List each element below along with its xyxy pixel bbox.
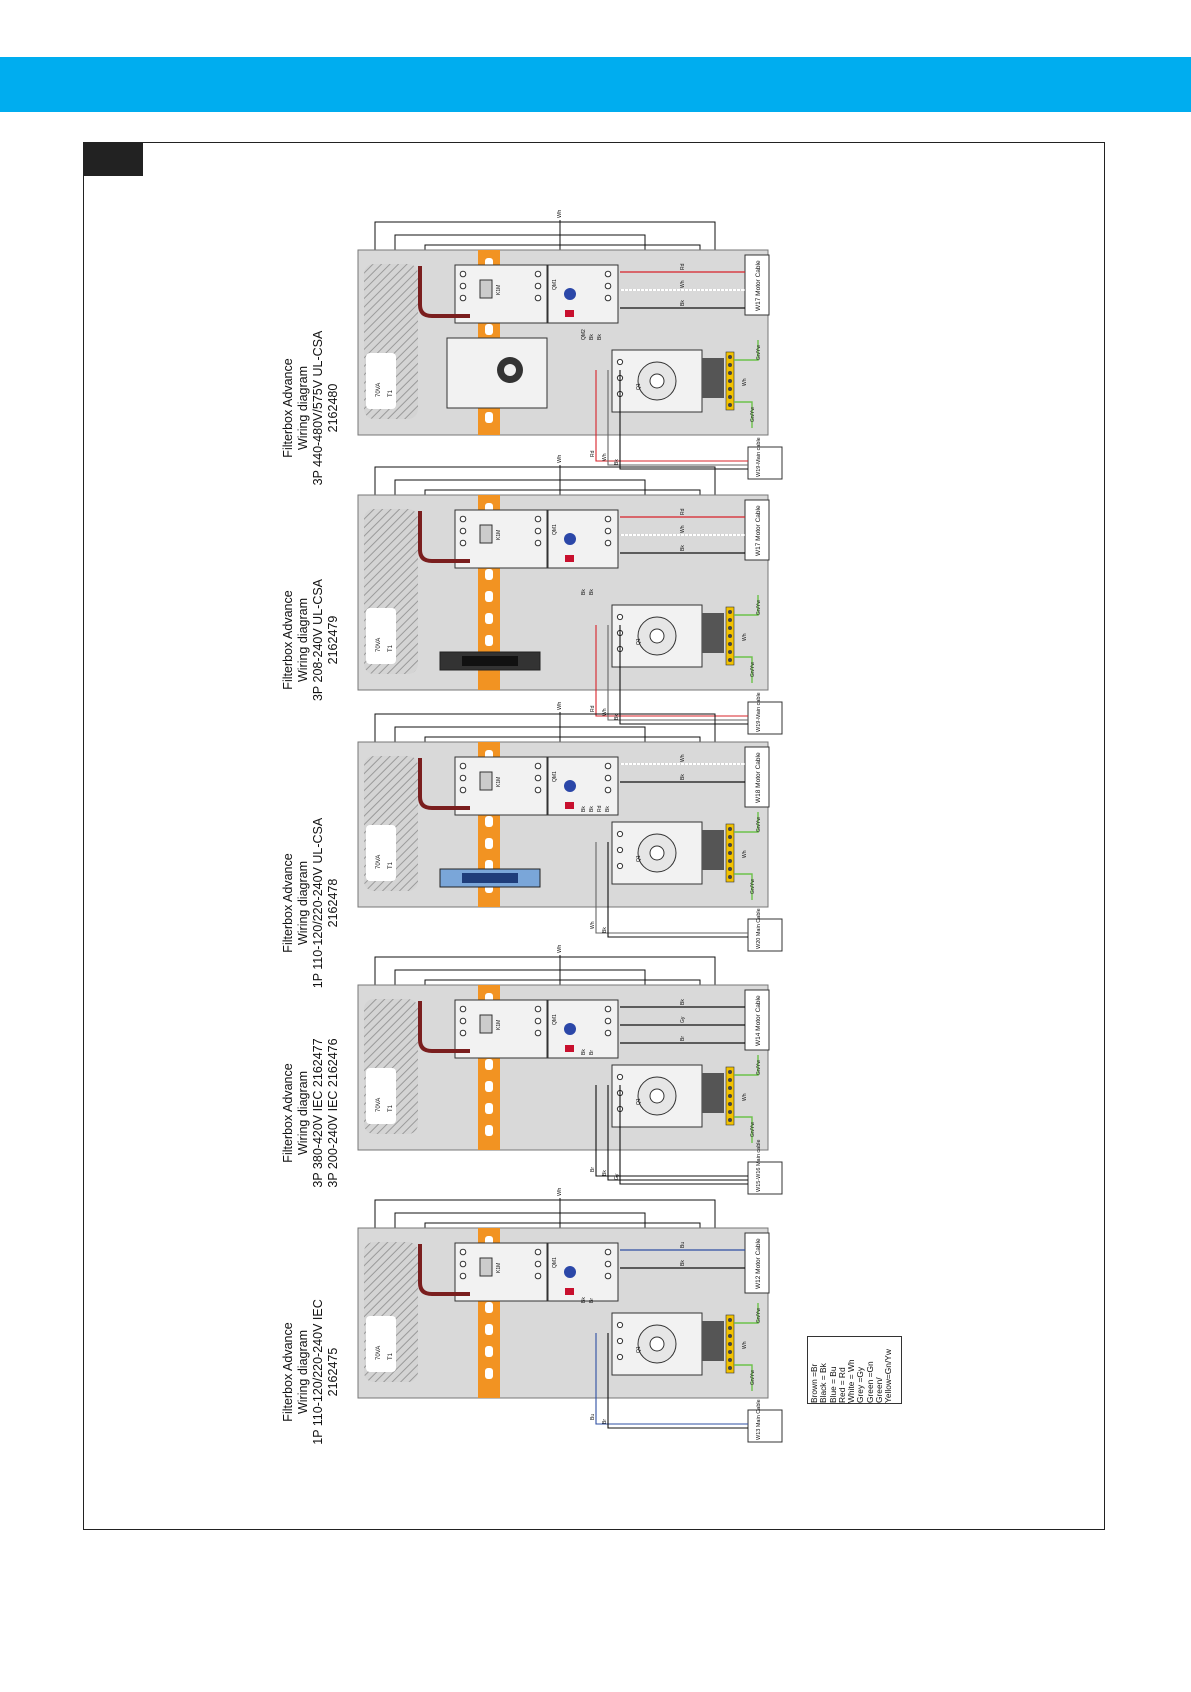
legend-entry: Brown =Br	[809, 1363, 819, 1403]
strip-terminal	[728, 1342, 732, 1346]
switch-knob-center	[650, 846, 664, 860]
main-cable-label: W15-W16 Main cable	[756, 1139, 762, 1192]
terminal	[535, 1006, 541, 1012]
terminal	[535, 1249, 541, 1255]
terminal	[460, 283, 466, 289]
strip-terminal	[728, 1078, 732, 1082]
motor-wire-label: Bu	[680, 1241, 686, 1248]
panel-1-graphics	[358, 210, 782, 479]
test-button	[565, 555, 574, 562]
transformer-box	[366, 353, 396, 409]
reset-dial	[564, 1023, 576, 1035]
main-wire-label: Wh	[590, 921, 596, 929]
din-rail-slot	[485, 591, 493, 602]
terminal	[535, 540, 541, 546]
strip-terminal	[728, 658, 732, 662]
terminal	[535, 1261, 541, 1267]
wire-label: Wh	[557, 209, 563, 218]
strip-terminal	[728, 1118, 732, 1122]
terminal	[617, 359, 622, 364]
terminal	[535, 763, 541, 769]
strip-terminal	[728, 618, 732, 622]
main-wire-label: Br	[602, 1419, 608, 1424]
strip-terminal	[728, 1326, 732, 1330]
switch-label: Q1	[636, 855, 642, 862]
strip-terminal	[728, 1318, 732, 1322]
overload-label: QM1	[552, 1014, 558, 1025]
ground-label: Wh	[742, 1341, 748, 1349]
motor-wire-label: Wh	[680, 754, 686, 762]
din-rail-slot	[485, 1081, 493, 1092]
switch-knob-center	[650, 374, 664, 388]
strip-terminal	[728, 1102, 732, 1106]
terminal	[605, 516, 611, 522]
ground-label: Wh	[742, 378, 748, 386]
strip-terminal	[728, 387, 732, 391]
reset-dial	[564, 533, 576, 545]
motor-cable-label: W17 Motor Cable	[755, 260, 762, 311]
main-cable-box	[748, 702, 782, 734]
transformer-label: 70VA	[376, 1097, 382, 1112]
switch-knob-center	[650, 1089, 664, 1103]
strip-terminal	[728, 355, 732, 359]
strip-terminal	[728, 867, 732, 871]
terminal	[605, 540, 611, 546]
contactor-window	[480, 772, 492, 790]
transformer-box	[366, 825, 396, 881]
terminal	[460, 516, 466, 522]
main-wire-label: Bk	[602, 927, 608, 933]
terminal	[617, 1074, 622, 1079]
strip-terminal	[728, 859, 732, 863]
transformer-label: 70VA	[376, 1345, 382, 1360]
ground-label: Wh	[742, 1093, 748, 1101]
wire-label: Wh	[557, 1187, 563, 1196]
din-rail-slot	[485, 569, 493, 580]
terminal	[460, 1273, 466, 1279]
contactor-window	[480, 1258, 492, 1276]
transformer-box	[366, 608, 396, 664]
color-legend	[807, 1336, 902, 1404]
din-rail-slot	[485, 1368, 493, 1379]
ground-label: Gn/Yw	[756, 344, 762, 360]
motor-wire-label: Bk	[680, 1260, 686, 1266]
ground-label: Gn/Yw	[750, 878, 756, 894]
ground-label: Gn/Yw	[756, 1059, 762, 1075]
motor-wire-label: Wh	[680, 280, 686, 288]
main-cable-label: W13 Main Cable	[756, 1399, 762, 1440]
ground-label: Gn/Yw	[750, 406, 756, 422]
transformer-label: 70VA	[376, 637, 382, 652]
overload-label: QM1	[552, 279, 558, 290]
control-wire-label: Rd	[597, 805, 603, 812]
din-rail-slot	[485, 613, 493, 624]
strip-terminal	[728, 851, 732, 855]
strip-terminal	[728, 634, 732, 638]
ground-label: Wh	[742, 633, 748, 641]
terminal	[535, 516, 541, 522]
terminal	[605, 1030, 611, 1036]
transformer-t1-label: T1	[388, 644, 394, 652]
control-wire-label: Bk	[597, 334, 603, 340]
control-wire-label: Bk	[581, 589, 587, 595]
legend-entry: White = Wh	[846, 1359, 857, 1403]
din-rail-slot	[485, 1324, 493, 1335]
transformer-box	[366, 1316, 396, 1372]
motor-wire-label: Rd	[680, 508, 686, 515]
main-wire-label: Rd	[590, 705, 596, 712]
motor-wire-label: Bk	[680, 300, 686, 306]
motor-wire-label: Gy	[680, 1016, 686, 1023]
overload-label: QM1	[552, 524, 558, 535]
switch-body	[702, 358, 724, 398]
control-wire-label: Bk	[581, 1049, 587, 1055]
motor-cable-label: W12 Motor Cable	[755, 1238, 762, 1289]
terminal	[460, 295, 466, 301]
terminal	[535, 528, 541, 534]
main-cable-label: W20 Main Cable	[756, 908, 762, 949]
test-button	[565, 802, 574, 809]
terminal	[605, 1273, 611, 1279]
ground-label: Gn/Yw	[756, 816, 762, 832]
test-button	[565, 1045, 574, 1052]
legend-entry: Grey =Gy	[855, 1366, 866, 1403]
terminal	[605, 1249, 611, 1255]
terminal	[617, 831, 622, 836]
strip-terminal	[728, 843, 732, 847]
motor-cable-label: W17 Motor Cable	[755, 505, 762, 556]
main-cable-label: W19-Main cable	[756, 437, 762, 477]
terminal	[535, 1273, 541, 1279]
main-wire-label: Br	[590, 1167, 596, 1172]
legend-entry: Black = Bk	[818, 1363, 829, 1403]
terminal	[605, 283, 611, 289]
terminal	[535, 283, 541, 289]
switch-label: Q1	[636, 383, 642, 390]
control-wire-label: Br	[589, 1050, 595, 1055]
transformer-t1-label: T1	[388, 861, 394, 869]
fuse-cartridge	[462, 656, 518, 666]
ground-label: Gn/Yw	[750, 1369, 756, 1385]
terminal	[535, 775, 541, 781]
switch-body	[702, 830, 724, 870]
wire-label: Wh	[557, 701, 563, 710]
panel-4-graphics	[358, 945, 782, 1194]
main-wire-label: Rd	[590, 450, 596, 457]
strip-terminal	[728, 1366, 732, 1370]
control-wire-label: QM2	[581, 329, 587, 340]
switch-knob-center	[650, 1337, 664, 1351]
ground-label: Gn/Yw	[756, 599, 762, 615]
transformer-label: 70VA	[376, 382, 382, 397]
switch-body	[702, 1073, 724, 1113]
din-rail-slot	[485, 635, 493, 646]
motor-cable-label: W18 Motor Cable	[755, 752, 762, 803]
strip-terminal	[728, 1086, 732, 1090]
din-rail-slot	[485, 324, 493, 335]
legend-entry: Yellow=Gn/Yw	[883, 1349, 894, 1403]
contactor-window	[480, 1015, 492, 1033]
transformer-t1-label: T1	[388, 389, 394, 397]
control-wire-label: Bk	[581, 1297, 587, 1303]
terminal	[617, 863, 622, 868]
test-button	[565, 1288, 574, 1295]
din-rail-slot	[485, 1059, 493, 1070]
terminal	[605, 295, 611, 301]
switch-label: Q1	[636, 1346, 642, 1353]
din-rail-slot	[485, 1346, 493, 1357]
reset-dial	[564, 780, 576, 792]
main-wire-label: Bu	[590, 1413, 596, 1420]
panel-3-graphics	[358, 702, 782, 951]
main-wire-label: Wh	[602, 708, 608, 716]
ground-label: Gn/Yw	[750, 1121, 756, 1137]
contactor-label: K1M	[496, 1262, 502, 1273]
terminal	[605, 528, 611, 534]
din-rail-slot	[485, 1103, 493, 1114]
motor-wire-label: Wh	[680, 525, 686, 533]
contactor-label: K1M	[496, 776, 502, 787]
reset-dial	[564, 1266, 576, 1278]
main-wire-label: Bk	[614, 714, 620, 720]
strip-terminal	[728, 1350, 732, 1354]
motor-cable-label: W14 Motor Cable	[755, 995, 762, 1046]
terminal	[617, 847, 622, 852]
legend-entry: Green =Gn	[864, 1361, 875, 1403]
main-wire-label: Gy	[614, 1173, 620, 1180]
transformer-box	[366, 1068, 396, 1124]
strip-terminal	[728, 1070, 732, 1074]
switch-body	[702, 613, 724, 653]
terminal	[617, 1354, 622, 1359]
panel-title: Filterbox Advance Wiring diagram 3P 380-420V IEC 2162477 3P 200-240V IEC 2162476	[281, 1038, 340, 1188]
terminal	[460, 1261, 466, 1267]
test-button	[565, 310, 574, 317]
transformer-t1-label: T1	[388, 1104, 394, 1112]
contactor-label: K1M	[496, 529, 502, 540]
strip-terminal	[728, 827, 732, 831]
din-rail-slot	[485, 1125, 493, 1136]
main-cable-box	[748, 447, 782, 479]
main-wire-label: Bk	[602, 1170, 608, 1176]
main-wire-label: Bk	[614, 459, 620, 465]
fuse-cartridge	[462, 873, 518, 883]
terminal	[605, 1006, 611, 1012]
control-wire-label: Bk	[589, 806, 595, 812]
main-wire-label: Wh	[602, 453, 608, 461]
terminal	[605, 763, 611, 769]
breaker-qm2	[447, 338, 547, 408]
motor-wire-label: Bk	[680, 999, 686, 1005]
ground-label: Gn/Yw	[756, 1307, 762, 1323]
control-wire-label: Bk	[581, 806, 587, 812]
strip-terminal	[728, 642, 732, 646]
strip-terminal	[728, 1110, 732, 1114]
strip-terminal	[728, 371, 732, 375]
reset-dial	[564, 288, 576, 300]
main-cable-box	[748, 919, 782, 951]
panel-5-graphics	[358, 1188, 782, 1442]
switch-label: Q1	[636, 1098, 642, 1105]
motor-wire-label: Rd	[680, 263, 686, 270]
panel-title: Filterbox Advance Wiring diagram 3P 440-480V/575V UL-CSA 2162480	[281, 330, 340, 486]
control-wire-label: Bk	[605, 806, 611, 812]
terminal	[535, 295, 541, 301]
terminal	[460, 540, 466, 546]
strip-terminal	[728, 610, 732, 614]
terminal	[605, 775, 611, 781]
main-cable-box	[748, 1162, 782, 1194]
terminal	[460, 763, 466, 769]
strip-terminal	[728, 1358, 732, 1362]
din-rail-slot	[485, 1302, 493, 1313]
contactor-window	[480, 280, 492, 298]
strip-terminal	[728, 363, 732, 367]
terminal	[460, 1249, 466, 1255]
din-rail-slot	[485, 816, 493, 827]
legend-entry: Green/	[874, 1377, 885, 1403]
terminal	[617, 1338, 622, 1343]
control-wire-label: Bk	[589, 589, 595, 595]
legend-entry: Red = Rd	[836, 1367, 847, 1403]
overload-label: QM1	[552, 1257, 558, 1268]
contactor-label: K1M	[496, 284, 502, 295]
terminal	[605, 1018, 611, 1024]
legend-entry: Blue = Bu	[827, 1366, 838, 1403]
ground-label: Wh	[742, 850, 748, 858]
breaker-knob-center	[504, 364, 516, 376]
motor-wire-label: Bk	[680, 774, 686, 780]
terminal	[460, 775, 466, 781]
terminal	[460, 1018, 466, 1024]
strip-terminal	[728, 835, 732, 839]
motor-wire-label: Br	[680, 1036, 686, 1041]
strip-terminal	[728, 379, 732, 383]
din-rail-slot	[485, 838, 493, 849]
panel-title: Filterbox Advance Wiring diagram 1P 110-120/220-240V UL-CSA 2162478	[281, 817, 340, 989]
terminal	[617, 614, 622, 619]
terminal	[605, 787, 611, 793]
panel-2-graphics	[358, 455, 782, 734]
ground-label: Gn/Yw	[750, 661, 756, 677]
switch-knob-center	[650, 629, 664, 643]
terminal	[460, 528, 466, 534]
control-wire-label: Bk	[589, 334, 595, 340]
terminal	[460, 1006, 466, 1012]
panel-title: Filterbox Advance Wiring diagram 3P 208-240V UL-CSA 2162479	[281, 578, 340, 702]
main-cable-box	[748, 1410, 782, 1442]
contactor-window	[480, 525, 492, 543]
overload-label: QM1	[552, 771, 558, 782]
terminal	[605, 271, 611, 277]
switch-body	[702, 1321, 724, 1361]
terminal	[535, 271, 541, 277]
din-rail-slot	[485, 412, 493, 423]
strip-terminal	[728, 626, 732, 630]
control-wire-label: Br	[589, 1298, 595, 1303]
main-cable-label: W19-Main cable	[756, 692, 762, 732]
contactor-label: K1M	[496, 1019, 502, 1030]
switch-label: Q1	[636, 638, 642, 645]
strip-terminal	[728, 650, 732, 654]
strip-terminal	[728, 395, 732, 399]
strip-terminal	[728, 1094, 732, 1098]
terminal	[460, 271, 466, 277]
terminal	[460, 1030, 466, 1036]
terminal	[460, 787, 466, 793]
transformer-t1-label: T1	[388, 1352, 394, 1360]
terminal	[535, 1030, 541, 1036]
transformer-label: 70VA	[376, 854, 382, 869]
wire-label: Wh	[557, 454, 563, 463]
motor-wire-label: Bk	[680, 545, 686, 551]
terminal	[605, 1261, 611, 1267]
wire-label: Wh	[557, 944, 563, 953]
terminal	[617, 1322, 622, 1327]
panel-title: Filterbox Advance Wiring diagram 1P 110-120/220-240V IEC 2162475	[281, 1299, 340, 1445]
strip-terminal	[728, 403, 732, 407]
terminal	[535, 1018, 541, 1024]
strip-terminal	[728, 875, 732, 879]
strip-terminal	[728, 1334, 732, 1338]
terminal	[535, 787, 541, 793]
